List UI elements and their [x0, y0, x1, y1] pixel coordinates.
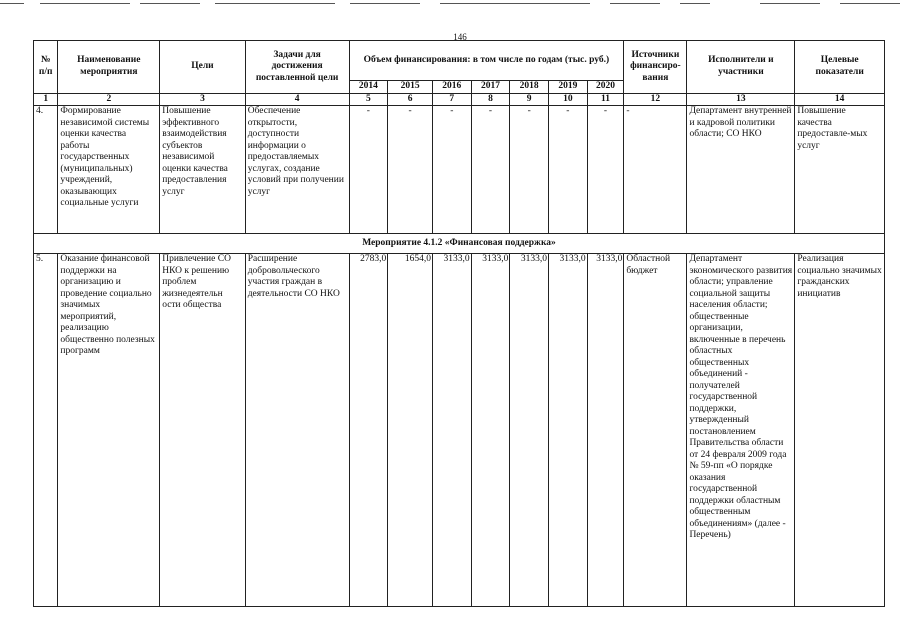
measure-tasks: Расширение добровольческого участия граждан в деятельности СО НКО [245, 254, 349, 607]
funding-value: - [388, 106, 433, 234]
header-sources: Источники финансиро-вания [624, 41, 687, 94]
measure-goals: Повышение эффективного взаимодействия субъектов независимой оценки качества предоставления услуг [160, 106, 246, 234]
column-number: 12 [624, 93, 687, 106]
table-row [34, 254, 885, 607]
column-number: 11 [587, 93, 624, 106]
funding-value: 3133,0 [432, 254, 471, 607]
target-indicators: Повышение качества предоставле-мых услуг [795, 106, 885, 234]
column-number: 4 [245, 93, 349, 106]
header-year: 2018 [510, 81, 549, 94]
funding-value: 2783,0 [349, 254, 388, 607]
header-no: № п/п [34, 41, 58, 94]
column-number: 1 [34, 93, 58, 106]
row-number: 4. [34, 106, 58, 234]
measure-name: Формирование независимой системы оценки качества работы государственных (муниципальных) учреждений, оказывающих социальные услуги [58, 106, 160, 234]
column-number: 9 [510, 93, 549, 106]
executors: Департамент внутренней и кадровой политики области; СО НКО [687, 106, 795, 234]
funding-value: 3133,0 [471, 254, 510, 607]
funding-value: - [432, 106, 471, 234]
column-number: 14 [795, 93, 885, 106]
table-row [34, 106, 885, 234]
header-year: 2015 [388, 81, 433, 94]
header-year: 2020 [587, 81, 624, 94]
header-tasks: Задачи для достижения поставленной цели [245, 41, 349, 94]
funding-value: 3133,0 [510, 254, 549, 607]
column-number: 2 [58, 93, 160, 106]
funding-value: - [587, 106, 624, 234]
header-executors: Исполнители и участники [687, 41, 795, 94]
funding-source: - [624, 106, 687, 234]
column-number: 6 [388, 93, 433, 106]
header-goals: Цели [160, 41, 246, 94]
funding-value: - [349, 106, 388, 234]
header-name: Наименование мероприятия [58, 41, 160, 94]
funding-value: - [471, 106, 510, 234]
target-indicators: Реализация социально значимых гражданских инициатив [795, 254, 885, 607]
funding-value: 1654,0 [388, 254, 433, 607]
funding-table [33, 40, 885, 607]
measure-tasks: Обеспечение открытости, доступности информации о предоставляемых услугах, создание условий при получении услуг [245, 106, 349, 234]
funding-value: - [548, 106, 587, 234]
funding-value: 3133,0 [548, 254, 587, 607]
header-year: 2014 [349, 81, 388, 94]
row-number: 5. [34, 254, 58, 607]
funding-source: Областной бюджет [624, 254, 687, 607]
measure-goals: Привлечение СО НКО к решению проблем жизнедеятельн ости общества [160, 254, 246, 607]
column-number: 7 [432, 93, 471, 106]
page-number: 146 [453, 32, 467, 42]
header-year: 2019 [548, 81, 587, 94]
column-number: 5 [349, 93, 388, 106]
funding-value: - [510, 106, 549, 234]
scan-edge-artifact [0, 0, 905, 7]
column-number: 13 [687, 93, 795, 106]
measure-name: Оказание финансовой поддержки на организацию и проведение социально значимых мероприятий, реализацию общественно полезных программ [58, 254, 160, 607]
header-year: 2016 [432, 81, 471, 94]
header-year: 2017 [471, 81, 510, 94]
header-targets: Целевые показатели [795, 41, 885, 94]
executors: Департамент экономического развития области; управление социальной защиты населения области; общественные организации, включенные в перечень областных общественных объединений - получателей государственной поддержки, утвержденный постановлением Правительства области от 24 февраля 2009 года № 59-пп «О порядке оказания государственной поддержки областным общественным объединениям» (далее - Перечень) [687, 254, 795, 607]
column-number: 10 [548, 93, 587, 106]
column-number: 3 [160, 93, 246, 106]
funding-value: 3133,0 [587, 254, 624, 607]
header-funding: Объем финансирования: в том числе по годам (тыс. руб.) [349, 41, 624, 81]
column-number: 8 [471, 93, 510, 106]
section-title: Мероприятие 4.1.2 «Финансовая поддержка» [34, 234, 885, 254]
